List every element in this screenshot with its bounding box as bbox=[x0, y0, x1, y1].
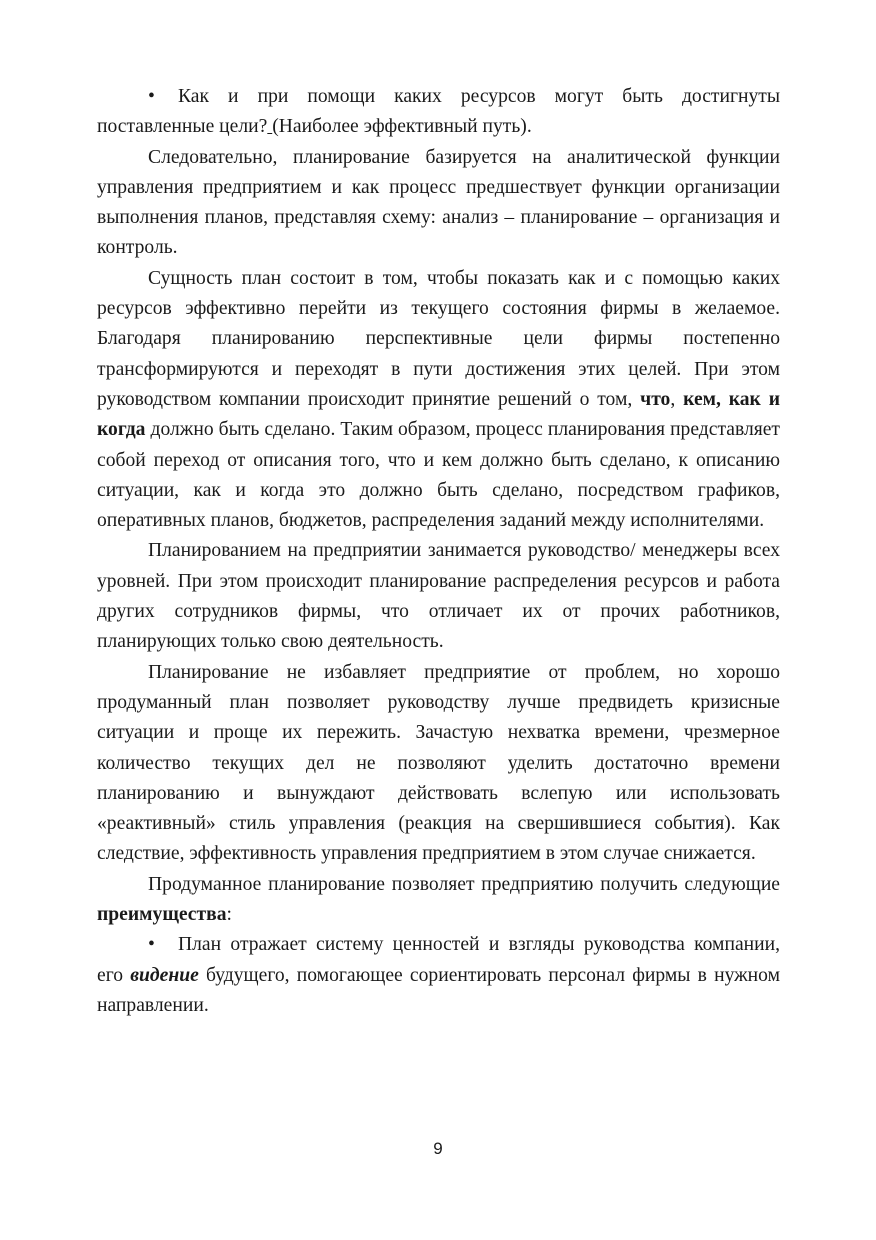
bullet1-text: Как и при помощи каких ресурсов могут быть достигнуты поставленные цели? bbox=[97, 86, 780, 138]
paragraph-5 bbox=[97, 870, 780, 931]
bullet-icon: • bbox=[148, 934, 155, 956]
paragraph-1: Следовательно, планирование базируется на аналитической функции управления предприятием и как процесс предшествует функции организации выполнения планов, представляя схему: анализ – планирование – организация и контроль. bbox=[97, 146, 780, 259]
bullet2-bold-italic: видение bbox=[130, 964, 199, 986]
paragraph-2-part-2: должно быть сделано. Таким образом, процесс планирования представляет собой переход от описания того, что и кем должно быть сделано, к описанию ситуации, как и когда это должно быть сделано, посредством графиков, оперативных планов, бюджетов, распределения заданий между исполнителями. bbox=[97, 419, 780, 532]
bullet2-text: План отражает систему ценностей и взгляды руководства компании, его bbox=[97, 934, 780, 986]
paragraph-4: Планирование не избавляет предприятие от проблем, но хорошо продуманный план позволяет руководству лучше предвидеть кризисные ситуации и проще их пережить. Зачастую нехватка времени, чрезмерное количество текущих дел не позволяют уделить достаточно времени планированию и вынуждают действовать вслепую или использовать «реактивный» стиль управления (реакция на свершившиеся события). Как следствие, эффективность управления предприятием в этом случае снижается. bbox=[97, 661, 780, 865]
page-number: 9 bbox=[433, 1139, 443, 1158]
bullet2-text-end: будущего, помогающее сориентировать персонал фирмы в нужном направлении. bbox=[97, 964, 780, 1016]
paragraph-2-comma: , bbox=[670, 388, 684, 410]
paragraph-3: Планированием на предприятии занимается руководство/ менеджеры всех уровней. При этом происходит планирование распределения ресурсов и работа других сотрудников фирмы, что отличает их от прочих работников, планирующих только свою деятельность. bbox=[97, 540, 780, 653]
bullet1-text-end: (Наиболее эффективный путь). bbox=[272, 116, 532, 138]
paragraph-5-bold: преимущества bbox=[97, 904, 227, 926]
bullet-icon: • bbox=[148, 86, 155, 107]
paragraph-2-bold-2: кем, как и когда bbox=[97, 388, 780, 441]
bullet-item-goals bbox=[97, 82, 780, 143]
paragraph-2-bold-1: что bbox=[640, 388, 671, 410]
paragraph-2-part-1: Сущность план состоит в том, чтобы показать как и с помощью каких ресурсов эффективно перейти из текущего состояния фирмы в желаемое. Благодаря планированию перспективные цели фирмы постепенно трансформируются и переходят в пути достижения этих целей. При этом руководством компании происходит принятие решений о том, bbox=[97, 267, 780, 410]
body-text bbox=[97, 82, 780, 1021]
paragraph-2 bbox=[97, 264, 780, 537]
paragraph-5-part-2: : bbox=[226, 904, 232, 926]
bullet-item-advantage bbox=[97, 930, 780, 1021]
paragraph-5-part-1: Продуманное планирование позволяет предприятию получить следующие bbox=[148, 873, 780, 895]
